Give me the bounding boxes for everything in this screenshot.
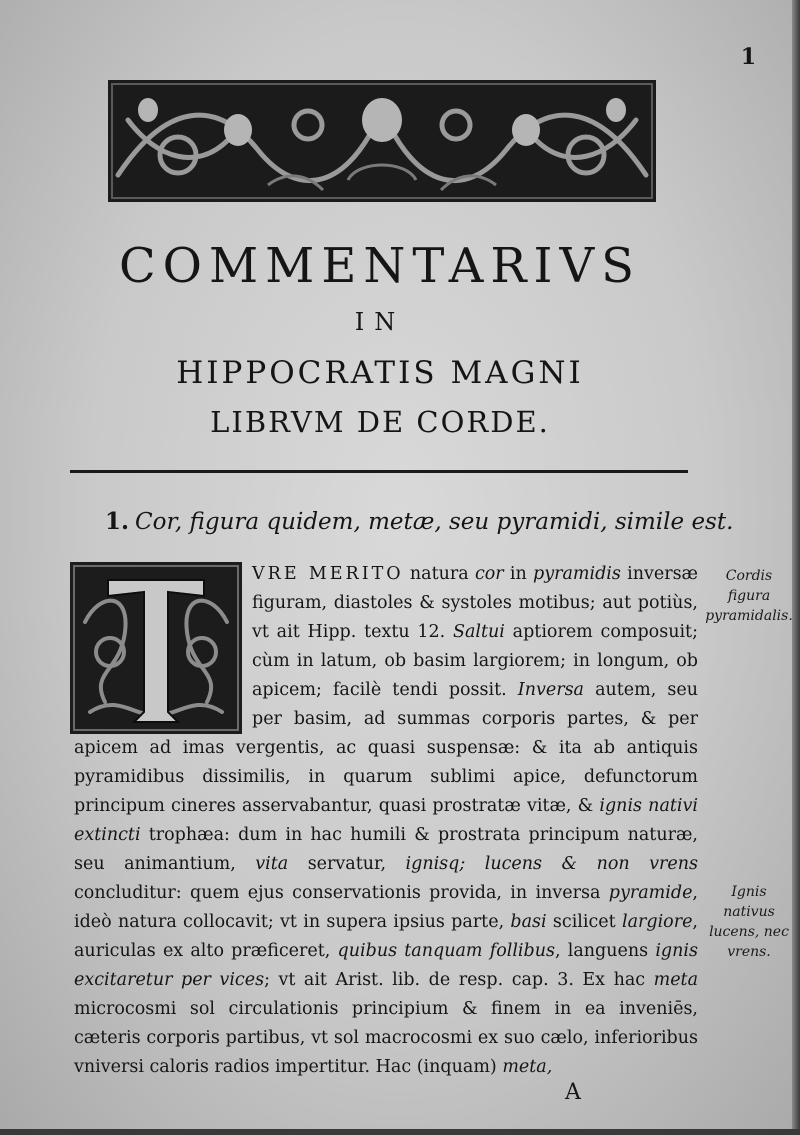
italic-run: Saltui xyxy=(452,622,505,642)
text-run: aptiorem composuit; cùm in latum, ob basim largiorem; in longum, ob apicem; facilè tendi possit. xyxy=(252,622,698,700)
page-bottom-edge xyxy=(0,1129,800,1135)
italic-run: largiore xyxy=(621,912,693,932)
aphorism-text: Cor, figura quidem, metæ, seu pyramidi, simile est. xyxy=(135,509,734,535)
page-number: 1 xyxy=(740,44,756,70)
margin-note-ignis: Ignis nativus lucens, nec vrens. xyxy=(709,884,789,960)
text-run: ; vt ait Arist. lib. de resp. cap. 3. Ex hac xyxy=(264,970,654,990)
italic-run: quibus tanquam follibus xyxy=(337,941,555,961)
text-run: scilicet xyxy=(546,912,622,932)
text-run: , auriculas ex alto præficeret, xyxy=(74,912,698,961)
italic-run: ignis nativi extincti xyxy=(74,796,698,845)
dropcap-space xyxy=(74,560,252,734)
italic-run: meta, xyxy=(502,1057,553,1077)
title-line-3: HIPPOCRATIS MAGNI xyxy=(176,355,584,391)
ornamental-headpiece xyxy=(108,80,656,202)
text-run: servatur, xyxy=(288,854,406,874)
italic-run: Inversa xyxy=(517,680,584,700)
signature-mark: A xyxy=(565,1080,581,1105)
horizontal-rule xyxy=(70,470,688,473)
text-run: autem, seu per basim, ad summas corporis partes, & per apicem ad imas vergentis, ac quasi suspensæ: & ita ab antiquis pyramidibus dissimilis, in quarum sublimi apice, defunctorum principum cineres asservabantur, quasi prostratæ vitæ, & xyxy=(74,680,698,816)
italic-run: ignis excitaretur per vices xyxy=(74,941,698,990)
aphorism-heading xyxy=(105,508,734,535)
italic-run: meta xyxy=(653,970,699,990)
text-run: concluditur: quem ejus conservationis provida, in inversa xyxy=(74,883,609,903)
text-run: natura xyxy=(403,564,475,584)
italic-run: vita xyxy=(255,854,289,874)
text-run: , languens xyxy=(554,941,656,961)
body-text xyxy=(74,560,698,1082)
italic-run: basi xyxy=(510,912,547,932)
title-line-4: LIBRVM DE CORDE. xyxy=(210,405,550,439)
italic-run: pyramide xyxy=(608,883,693,903)
text-run: in xyxy=(503,564,533,584)
text-run: , ideò natura collocavit; vt in supera ipsius parte, xyxy=(74,883,698,932)
text-run: trophæa: dum in hac humili & prostrata principum naturæ, seu animantium, xyxy=(74,825,698,874)
text-run: microcosmi sol circulationis principium & finem in ea inveniēs, cæteris corporis partibus, vt sol macrocosmi ex suo cælo, inferioribus vniversi caloris radios impertitur. Hac (inquam) xyxy=(74,999,698,1077)
title-line-2: IN xyxy=(354,308,406,336)
margin-note-cordis: Cordis figura pyramidalis. xyxy=(705,568,793,624)
text-run: inversæ figuram, diastoles & systoles motibus; aut potiùs, vt ait Hipp. textu 12. xyxy=(252,564,699,642)
italic-run: cor xyxy=(474,564,504,584)
title-line-1: COMMENTARIVS xyxy=(118,238,642,294)
italic-run: ignisq; lucens & non vrens xyxy=(405,854,698,874)
italic-run: pyramidis xyxy=(533,564,621,584)
aphorism-number: 1. xyxy=(105,508,130,535)
opening-caps: VRE MERITO xyxy=(252,564,404,584)
